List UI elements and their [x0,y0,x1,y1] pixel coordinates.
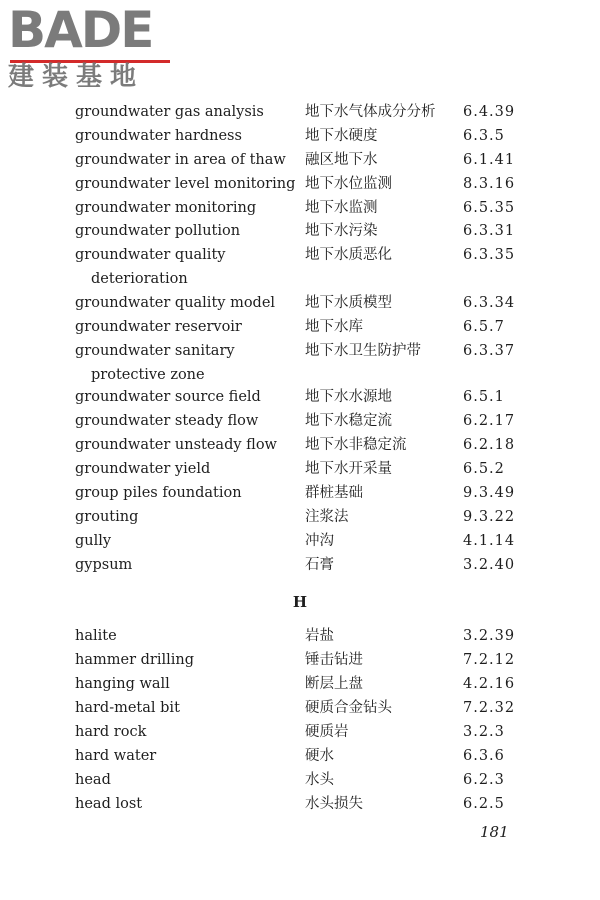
glossary-entry [0,672,600,696]
glossary-entry [0,720,600,744]
glossary-entry [0,243,600,287]
entry-section-number: 6.3.5 [463,128,505,144]
entry-term: hanging wall [75,676,170,692]
entry-translation: 地下水卫生防护带 [305,343,421,359]
entry-translation: 地下水污染 [305,223,378,239]
logo-subtitle: 建装基地 [8,62,145,92]
entry-term-continued: protective zone [91,367,205,383]
entry-section-number: 6.2.3 [463,772,505,788]
entry-section-number: 7.2.12 [463,652,516,668]
glossary-entry [0,696,600,720]
entry-translation: 地下水质模型 [305,295,392,311]
glossary-entry [0,291,600,315]
glossary-entry [0,457,600,481]
glossary-entry [0,124,600,148]
entry-section-number: 9.3.49 [463,485,516,501]
entry-term: groundwater gas analysis [75,104,264,120]
entry-translation: 地下水开采量 [305,461,392,477]
entry-section-number: 9.3.22 [463,509,516,525]
entry-section-number: 6.3.37 [463,343,516,359]
entry-translation: 地下水气体成分分析 [305,104,436,120]
entry-section-number: 6.1.41 [463,152,516,168]
entry-term-continued: deterioration [91,271,188,287]
glossary-entry [0,148,600,172]
entry-section-number: 3.2.3 [463,724,505,740]
entry-translation: 硬质岩 [305,724,349,740]
entry-term: head lost [75,796,143,812]
entry-translation: 硬质合金钻头 [305,700,392,716]
glossary-entry [0,768,600,792]
entry-translation: 石膏 [305,557,334,573]
glossary-entry [0,196,600,220]
entry-term: groundwater level monitoring [75,176,296,192]
entry-translation: 地下水监测 [305,200,378,216]
entry-term: groundwater hardness [75,128,242,144]
glossary-entry [0,172,600,196]
entry-term: head [75,772,111,788]
entry-term: group piles foundation [75,485,242,501]
entry-term: hard water [75,748,157,764]
glossary-entry [0,409,600,433]
entry-translation: 地下水位监测 [305,176,392,192]
entry-translation: 地下水稳定流 [305,413,392,429]
entry-translation: 融区地下水 [305,152,378,168]
entry-section-number: 6.3.35 [463,247,516,263]
entry-section-number: 6.5.7 [463,319,505,335]
glossary-entry [0,624,600,648]
entry-section-number: 8.3.16 [463,176,516,192]
entry-translation: 岩盐 [305,628,334,644]
entry-term: hard-metal bit [75,700,180,716]
entry-term: groundwater steady flow [75,413,259,429]
entry-translation: 地下水水源地 [305,389,392,405]
glossary-entry [0,648,600,672]
entry-section-number: 6.3.34 [463,295,516,311]
entry-term: groundwater in area of thaw [75,152,286,168]
entry-section-number: 6.5.35 [463,200,516,216]
entry-section-number: 4.1.14 [463,533,516,549]
entry-term: groundwater yield [75,461,211,477]
entry-term: groundwater sanitary [75,343,235,359]
entry-translation: 锤击钻进 [305,652,363,668]
entry-translation: 地下水硬度 [305,128,378,144]
entry-section-number: 6.3.6 [463,748,505,764]
entry-term: groundwater reservoir [75,319,242,335]
entry-section-number: 3.2.39 [463,628,516,644]
page-number: 181 [480,823,509,841]
glossary-entry [0,529,600,553]
entry-term: hammer drilling [75,652,194,668]
glossary-entry [0,505,600,529]
entry-term: hard rock [75,724,147,740]
entry-translation: 地下水库 [305,319,363,335]
entry-term: groundwater monitoring [75,200,257,216]
glossary-entry [0,100,600,124]
entry-translation: 冲沟 [305,533,334,549]
brand-logo [8,1,178,92]
entry-translation: 注浆法 [305,509,349,525]
glossary-entry [0,219,600,243]
glossary-entry [0,315,600,339]
glossary-entry [0,744,600,768]
entry-section-number: 6.5.2 [463,461,505,477]
entry-translation: 地下水非稳定流 [305,437,407,453]
entry-section-number: 6.3.31 [463,223,516,239]
entry-section-number: 6.2.5 [463,796,505,812]
entry-term: gypsum [75,557,133,573]
section-heading: H [292,593,308,611]
entry-term: groundwater unsteady flow [75,437,277,453]
entry-translation: 群桩基础 [305,485,363,501]
glossary-entry [0,385,600,409]
entry-section-number: 6.5.1 [463,389,505,405]
logo-wordmark: BADE [8,1,153,59]
entry-section-number: 4.2.16 [463,676,516,692]
entry-translation: 水头 [305,772,334,788]
entry-term: groundwater quality model [75,295,276,311]
entry-section-number: 3.2.40 [463,557,516,573]
entry-section-number: 6.4.39 [463,104,516,120]
glossary-entry [0,339,600,383]
entry-term: grouting [75,509,139,525]
entry-translation: 硬水 [305,748,334,764]
entry-term: groundwater source field [75,389,261,405]
glossary-entry [0,481,600,505]
entry-translation: 断层上盘 [305,676,363,692]
glossary-entry [0,433,600,457]
entry-term: groundwater quality [75,247,226,263]
entry-translation: 地下水质恶化 [305,247,392,263]
entry-term: gully [75,533,112,549]
entry-section-number: 6.2.18 [463,437,516,453]
entry-term: halite [75,628,117,644]
glossary-entry [0,792,600,816]
glossary-entry [0,553,600,577]
entry-translation: 水头损失 [305,796,363,812]
entry-term: groundwater pollution [75,223,241,239]
entry-section-number: 6.2.17 [463,413,516,429]
entry-section-number: 7.2.32 [463,700,516,716]
